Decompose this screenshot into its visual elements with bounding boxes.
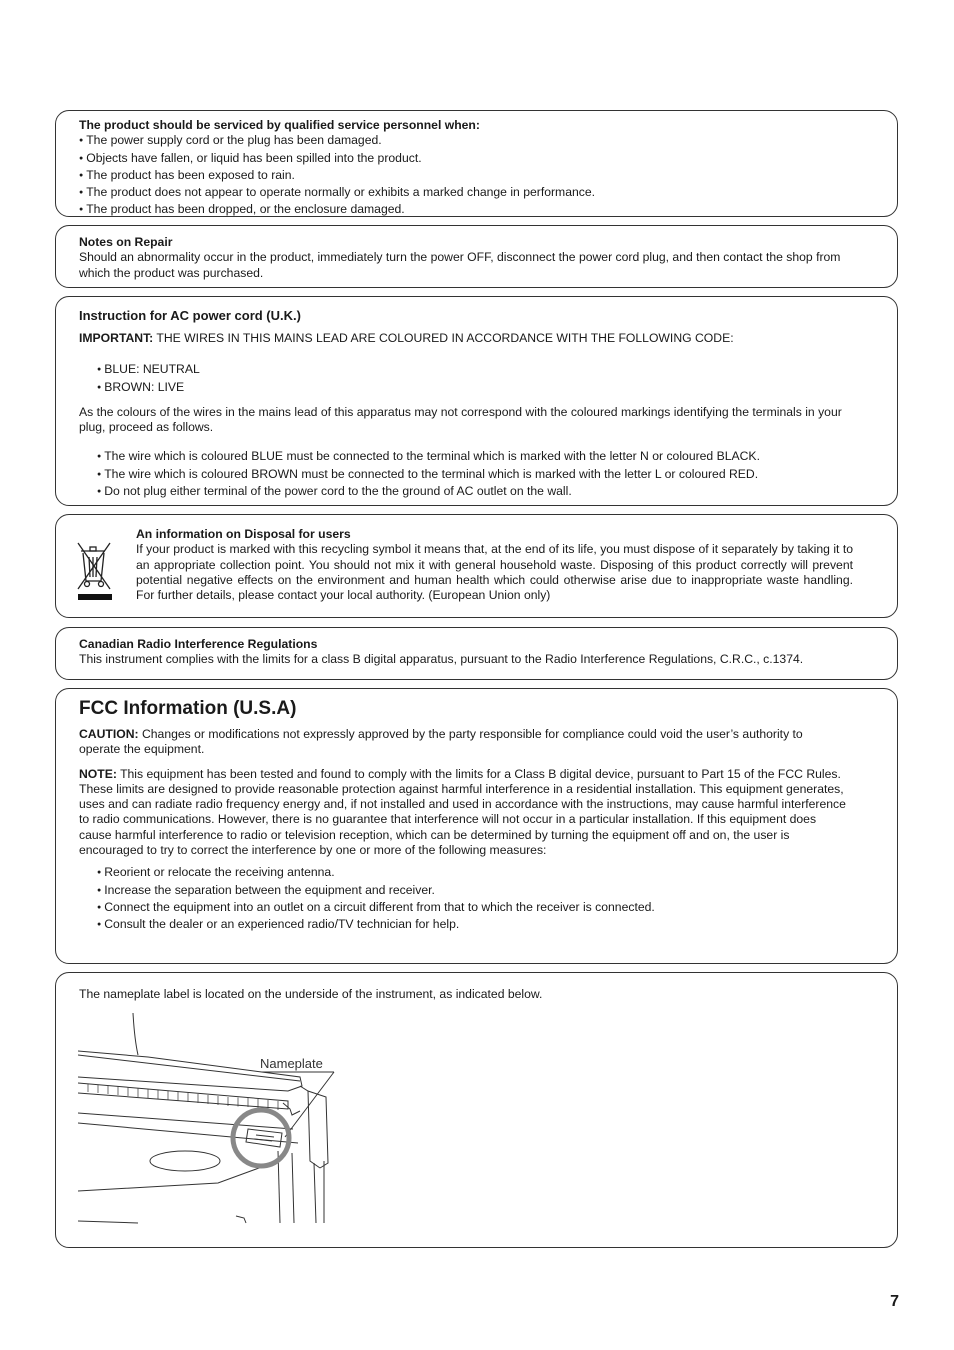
fcc-box: [55, 688, 898, 964]
disposal-heading: An information on Disposal for users: [136, 527, 351, 541]
list-item: ● The power supply cord or the plug has been damaged.: [79, 133, 857, 150]
page-number: 7: [890, 1293, 899, 1310]
repair-notice-box: [55, 225, 898, 288]
service-notice-box: [55, 110, 898, 217]
repair-text: Should an abnormality occur in the product, immediately turn the power OFF, disconnect the power cord plug, and then contact the shop from which the product was purchased.: [79, 250, 841, 280]
canadian-box: [55, 627, 898, 680]
list-item: ● The wire which is coloured BROWN must be connected to the terminal which is marked with the letter L or coloured RED.: [79, 467, 857, 484]
fcc-title: FCC Information (U.S.A): [79, 698, 297, 719]
fcc-note: [79, 767, 847, 859]
canadian-heading: Canadian Radio Interference Regulations: [79, 637, 318, 651]
nameplate-box: [55, 972, 898, 1248]
list-item: ● Increase the separation between the equipment and receiver.: [79, 883, 847, 900]
list-item: ● BROWN: LIVE: [79, 380, 857, 397]
repair-heading: Notes on Repair: [79, 235, 173, 249]
ac-cord-paragraph: As the colours of the wires in the mains lead of this apparatus may not correspond with the coloured markings identifying the terminals in your plug, proceed as follows.: [79, 404, 842, 435]
wire-code-list: [79, 362, 857, 397]
list-item: ● The product has been dropped, or the enclosure damaged.: [79, 202, 857, 219]
ac-cord-important: [79, 331, 857, 346]
note-label: NOTE:: [79, 766, 117, 781]
list-item: ● The product has been exposed to rain.: [79, 168, 857, 185]
list-item: ● Consult the dealer or an experienced radio/TV technician for help.: [79, 917, 847, 934]
list-item: ● Objects have fallen, or liquid has been spilled into the product.: [79, 151, 857, 168]
canadian-text: This instrument complies with the limits for a class B digital apparatus, pursuant to the Radio Interference Regulations, C.R.C., c.1374.: [79, 652, 804, 667]
important-label: IMPORTANT:: [79, 331, 154, 345]
ac-cord-box: [55, 296, 898, 506]
caution-text: Changes or modifications not expressly approved by the party responsible for compliance could void the user’s authority to operate the equipment.: [79, 727, 803, 757]
important-text: THE WIRES IN THIS MAINS LEAD ARE COLOURED IN ACCORDANCE WITH THE FOLLOWING CODE:: [153, 331, 734, 345]
disposal-box: [55, 514, 898, 618]
caution-label: CAUTION:: [79, 727, 139, 741]
piano-underside-illustration: [78, 1011, 368, 1226]
fcc-measures-list: [79, 865, 847, 934]
fcc-caution: [79, 727, 847, 758]
nameplate-callout-label: Nameplate: [260, 1056, 323, 1071]
service-heading: The product should be serviced by qualified service personnel when:: [79, 118, 480, 132]
weee-crossed-bin-icon: [75, 539, 115, 608]
nameplate-text: The nameplate label is located on the underside of the instrument, as indicated below.: [79, 987, 543, 1001]
list-item: ● The wire which is coloured BLUE must be connected to the terminal which is marked with the letter N or coloured BLACK.: [79, 449, 857, 466]
list-item: ● Do not plug either terminal of the power cord to the the ground of AC outlet on the wall.: [79, 484, 857, 501]
note-text: This equipment has been tested and found to comply with the limits for a Class B digital device, pursuant to Part 15 of the FCC Rules. These limits are designed to provide reasonable protection against harmful interference in a residential installation. This equipment generates, uses and can radiate radio frequency energy and, if not installed and used in accordance with the instructions, may cause harmful interference to radio communications. However, there is no guarantee that interference will not occur in a particular installation. If this equipment does cause harmful interference to radio or television reception, which can be determined by turning the equipment off and on, the user is encouraged to try to correct the interference by one or more of the following measures:: [79, 766, 846, 858]
service-list: [79, 133, 857, 219]
wire-instruction-list: [79, 449, 857, 501]
list-item: ● BLUE: NEUTRAL: [79, 362, 857, 379]
list-item: ● The product does not appear to operate normally or exhibits a marked change in performance.: [79, 185, 857, 202]
disposal-text: If your product is marked with this recycling symbol it means that, at the end of its life, you must dispose of it separately by taking it to an appropriate collection point. You should not mix it with general household waste. Disposing of this product correctly will prevent potential negative effects on the environment and human health which could otherwise arise due to inappropriate waste handling. For further details, please contact your local authority. (European Union only): [136, 542, 853, 603]
list-item: ● Reorient or relocate the receiving antenna.: [79, 865, 847, 882]
list-item: ● Connect the equipment into an outlet on a circuit different from that to which the receiver is connected.: [79, 900, 847, 917]
ac-cord-heading: Instruction for AC power cord (U.K.): [79, 308, 301, 323]
